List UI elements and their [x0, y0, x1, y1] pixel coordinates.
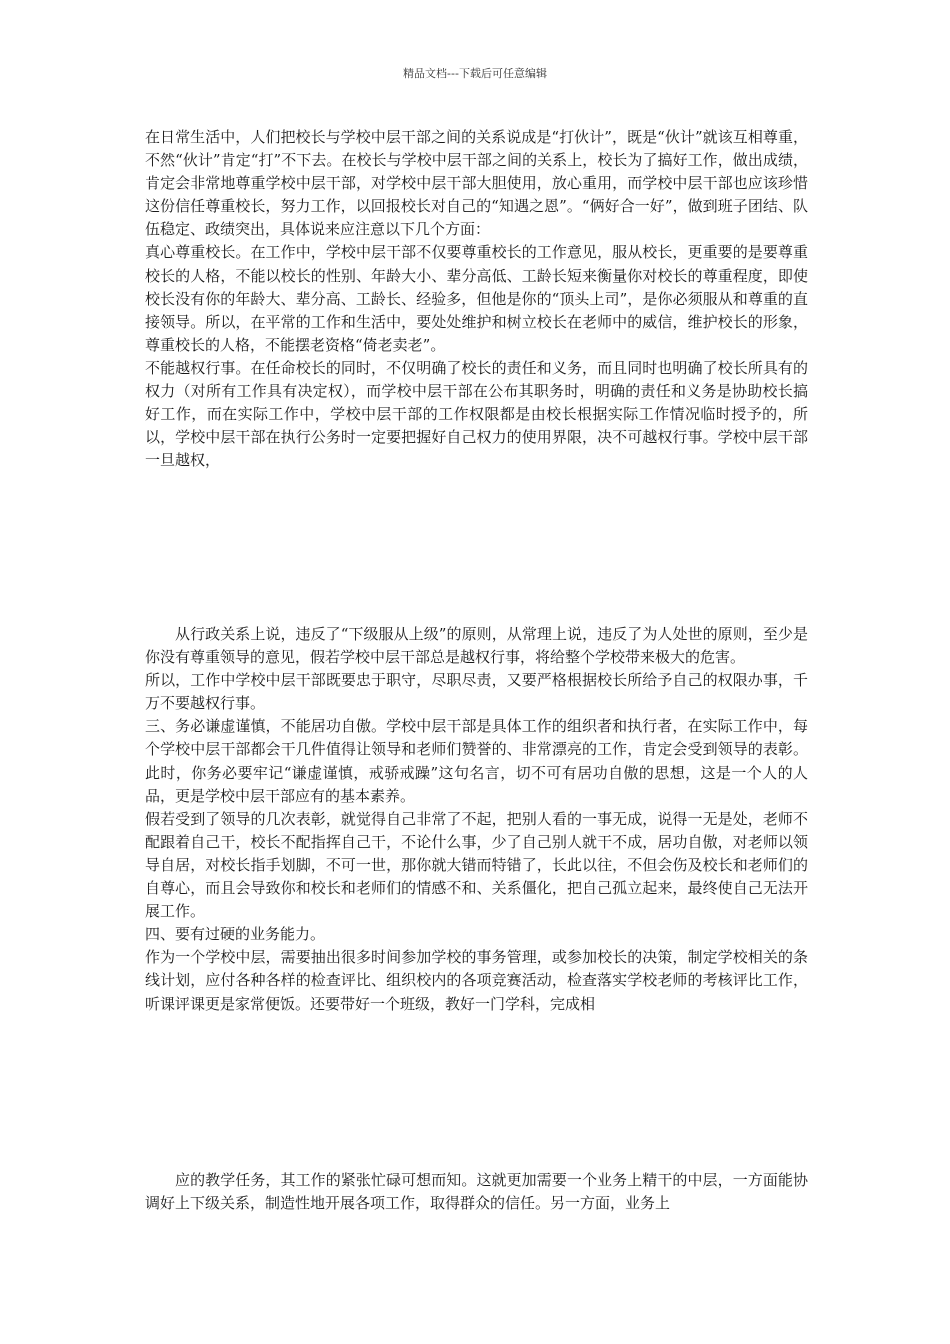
paragraph: 不能越权行事。在任命校长的同时，不仅明确了校长的责任和义务，而且同时也明确了校长所具有的权力（对所有工作具有决定权），而学校中层干部在公布其职务时，明确的责任和义务是协助校长搞好工作，而在实际工作中，学校中层干部的工作权限都是由校长根据实际工作情况临时授予的，所以，学校中层干部在执行公务时一定要把握好自己权力的使用界限，决不可越权行事。学校中层干部一旦越权， — [145, 358, 808, 470]
paragraph: 真心尊重校长。在工作中，学校中层干部不仅要尊重校长的工作意见，服从校长，更重要的是要尊重校长的人格，不能以校长的性别、年龄大小、辈分高低、工龄长短来衡量你对校长的尊重程度，即使校长没有你的年龄大、辈分高、工龄长、经验多，但他是你的“顶头上司”，是你必须服从和尊重的直接领导。所以，在平常的工作和生活中，要处处维护和树立校长在老师中的威信，维护校长的形象，尊重校长的人格，不能摆老资格“倚老卖老”。 — [145, 243, 808, 354]
paragraph: 三、务必谦虚谨慎，不能居功自傲。学校中层干部是具体工作的组织者和执行者，在实际工作中，每个学校中层干部都会干几件值得让领导和老师们赞誉的、非常漂亮的工作，肯定会受到领导的表彰。此时，你务必要牢记“谦虚谨慎，戒骄戒躁”这句名言，切不可有居功自傲的思想，这是一个人的人品，更是学校中层干部应有的基本素养。 — [145, 717, 808, 805]
paragraph: 应的教学任务，其工作的紧张忙碌可想而知。这就更加需要一个业务上精干的中层，一方面能协调好上下级关系，制造性地开展各项工作，取得群众的信任。另一方面，业务上 — [145, 1171, 808, 1213]
page-header: 精品文档---下载后可任意编辑 — [403, 67, 547, 80]
paragraph: 在日常生活中，人们把校长与学校中层干部之间的关系说成是“打伙计”，既是“伙计”就该互相尊重，不然“伙计”肯定“打”不下去。在校长与学校中层干部之间的关系上，校长为了搞好工作，做出成绩，肯定会非常地尊重学校中层干部，对学校中层干部大胆使用，放心重用，而学校中层干部也应该珍惜这份信任尊重校长，努力工作，以回报校长对自己的“知遇之恩”。“俩好合一好”，做到班子团结、队伍稳定、政绩突出，具体说来应注意以下几个方面： — [145, 128, 808, 239]
text-block-2 — [145, 623, 808, 1016]
section-heading: 四、要有过硬的业务能力。 — [145, 925, 326, 944]
text-block-3 — [145, 1169, 808, 1215]
paragraph: 从行政关系上说，违反了“下级服从上级”的原则，从常理上说，违反了为人处世的原则，至少是你没有尊重领导的意见，假若学校中层干部总是越权行事，将给整个学校带来极大的危害。 — [145, 625, 808, 667]
paragraph: 作为一个学校中层，需要抽出很多时间参加学校的事务管理，或参加校长的决策，制定学校相关的条线计划，应付各种各样的检查评比、组织校内的各项竞赛活动，检查落实学校老师的考核评比工作，听课评课更是家常便饭。还要带好一个班级，教好一门学科，完成相 — [145, 948, 808, 1013]
paragraph: 假若受到了领导的几次表彰，就觉得自己非常了不起，把别人看的一事无成，说得一无是处，老师不配跟着自己干，校长不配指挥自己干，不论什么事，少了自己别人就干不成，居功自傲，对老师以领导自居，对校长指手划脚，不可一世，那你就大错而特错了，长此以往，不但会伤及校长和老师们的自尊心，而且会导致你和校长和老师们的情感不和、关系僵化，把自己孤立起来，最终使自己无法开展工作。 — [145, 809, 808, 921]
text-block-1 — [145, 126, 808, 472]
paragraph: 所以，工作中学校中层干部既要忠于职守，尽职尽责，又要严格根据校长所给予自己的权限办事，千万不要越权行事。 — [145, 671, 808, 713]
